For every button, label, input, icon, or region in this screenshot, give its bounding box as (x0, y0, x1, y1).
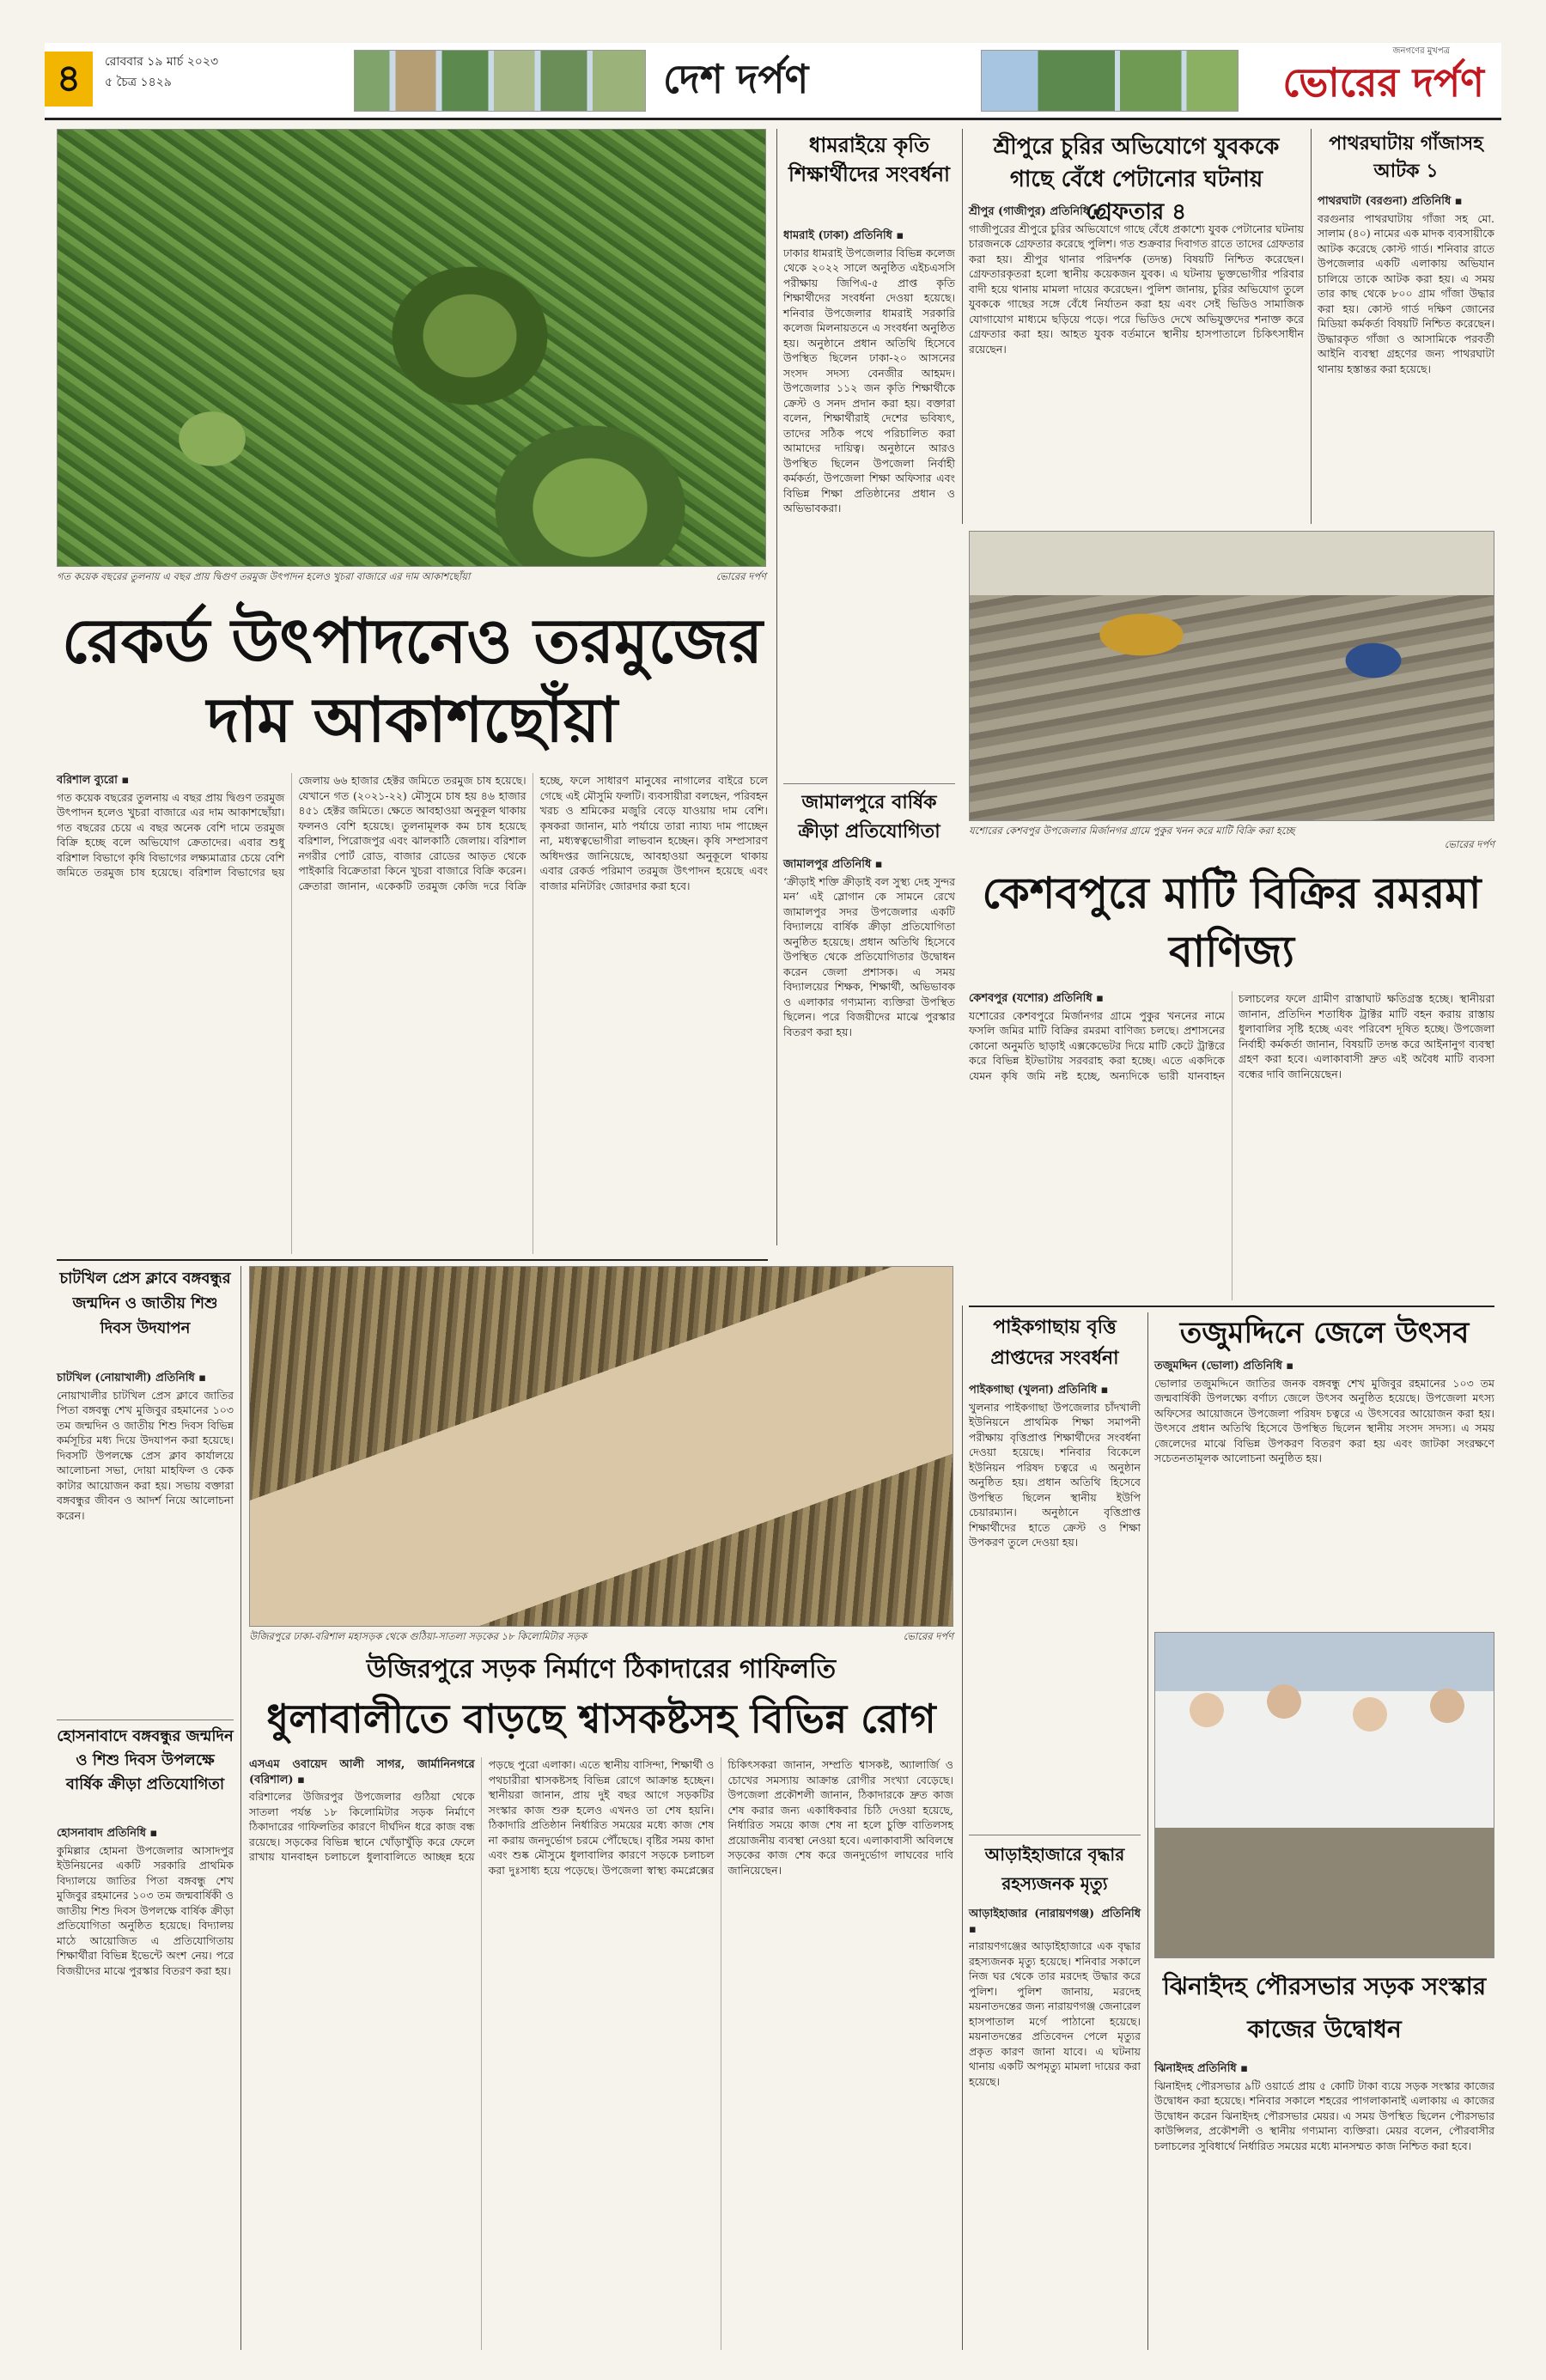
chatkhil-headline: চাটখিল প্রেস ক্লাবে বঙ্গবন্ধুর জন্মদিন ও জাতীয় শিশু দিবস উদযাপন (59, 1269, 231, 1337)
ujirpur-kicker: উজিরপুরে সড়ক নির্মাণে ঠিকাদারের গাফিলতি (366, 1654, 837, 1684)
lead-headline: রেকর্ড উৎপাদনেও তরমুজের দাম আকাশছোঁয়া (62, 605, 763, 756)
chatkhil-story (57, 1371, 234, 1714)
jhenaidah-byline: ঝিনাইদহ প্রতিনিধি ▪ (1154, 2062, 1249, 2075)
lead-byline: বরিশাল ব্যুরো ▪ (57, 774, 130, 787)
ujirpur-photo-caption: উজিরপুরে ঢাকা-বরিশাল মহাসড়ক থেকে গুঠিয়া-সাতলা সড়কের ১৮ কিলোমিটার সড়ক (249, 1630, 587, 1642)
sreepur-headline: শ্রীপুরে চুরির অভিযোগে যুবককে গাছে বেঁধে পেটানোর ঘটনায় গ্রেফতার ৪ (993, 134, 1280, 225)
dhamrai-headline: ধামরাইয়ে কৃতি শিক্ষার্থীদের সংবর্ধনা (788, 133, 950, 186)
keshabpur-story (969, 991, 1494, 1300)
keshabpur-photo-caption: যশোরের কেশবপুর উপজেলার মির্জানগর গ্রামে পুকুর খনন করে মাটি বিক্রি করা হচ্ছে (969, 825, 1295, 837)
tazumuddin-headline: তজুমদ্দিনে জেলে উৎসব (1179, 1316, 1470, 1350)
tazumuddin-story (1154, 1359, 1494, 1625)
sreepur-text: গাজীপুরের শ্রীপুরে চুরির অভিযোগে গাছে বেঁধে প্রকাশ্যে যুবক পেটানোর ঘটনায় চারজনকে গ্রেফতার করেছে পুলিশ। গত শুক্রবার দিবাগত রাতে তাদের গ্রেফতার করা হয়। শ্রীপুর থানার পরিদর্শক (তদন্ত) বিষয়টি নিশ্চিত করেছেন। গ্রেফতারকৃতরা হলো স্থানীয় কয়েকজন যুবক। এ ঘটনায় ভুক্তভোগীর পরিবার বাদী হয়ে থানায় মামলা দায়ের করেছেন। পুলিশ জানায়, চুরির অভিযোগ তুলে যুবককে গাছের সঙ্গে বেঁধে নির্যাতন করা হয় এবং সেই ভিডিও সামাজিক যোগাযোগ মাধ্যমে ছড়িয়ে পড়ে। পরে ভিডিও দেখে অভিযুক্তদের শনাক্ত করে গ্রেফতার করা হয়। আহত যুবক বর্তমানে স্থানীয় হাসপাতালে চিকিৎসাধীন রয়েছেন। (969, 222, 1304, 356)
chatkhil-text: নোয়াখালীর চাটখিল প্রেস ক্লাবে জাতির পিতা বঙ্গবন্ধু শেখ মুজিবুর রহমানের ১০৩ তম জন্মদিন ও জাতীয় শিশু দিবস বিভিন্ন কর্মসূচির মধ্য দিয়ে উদযাপন করা হয়েছে। দিবসটি উপলক্ষে প্রেস ক্লাব কার্যালয়ে আলোচনা সভা, দোয়া মাহফিল ও কেক কাটার আয়োজন করা হয়। সভায় বক্তারা বঙ্গবন্ধুর জীবন ও আদর্শ নিয়ে আলোচনা করেন। (57, 1388, 234, 1522)
jamalpur-story (783, 857, 955, 1248)
hossainpur-text: কুমিল্লার হোমনা উপজেলার আসাদপুর ইউনিয়নের একটি সরকারি প্রাথমিক বিদ্যালয়ে জাতির পিতা বঙ্গবন্ধু শেখ মুজিবুর রহমানের ১০৩ তম জন্মবার্ষিকী ও জাতীয় শিশু দিবস উপলক্ষে বার্ষিক ক্রীড়া প্রতিযোগিতা অনুষ্ঠিত হয়েছে। বিদ্যালয় মাঠে আয়োজিত এ প্রতিযোগিতায় শিক্ষার্থীরা বিভিন্ন ইভেন্টে অংশ নেয়। পরে বিজয়ীদের মাঝে পুরস্কার বিতরণ করা হয়। (57, 1843, 234, 1977)
ujirpur-headline: ধুলাবালীতে বাড়ছে শ্বাসকষ্টসহ বিভিন্ন রোগ (266, 1695, 936, 1742)
hossainpur-byline: হোসনাবাদ প্রতিনিধি ▪ (57, 1827, 158, 1840)
jhenaidah-story (1154, 2061, 1494, 2350)
brand-tagline: জনগণের মুখপত্র (1392, 46, 1450, 56)
ujirpur-text: বরিশালের উজিরপুর উপজেলার গুঠিয়া থেকে সাতলা পর্যন্ত ১৮ কিলোমিটার সড়ক নির্মাণে ঠিকাদারের গাফিলতির কারণে দীর্ঘদিন ধরে কাজ বন্ধ রয়েছে। সড়কের বিভিন্ন স্থানে খোঁড়াখুঁড়ি করে ফেলে রাখায় যানবাহন চলাচলে ধুলাবালিতে আচ্ছন্ন হয়ে পড়ছে পুরো এলাকা। এতে স্থানীয় বাসিন্দা, শিক্ষার্থী ও পথচারীরা শ্বাসকষ্টসহ বিভিন্ন রোগে আক্রান্ত হচ্ছেন। স্থানীয়রা জানান, প্রায় দুই বছর আগে সড়কটির সংস্কার কাজ শুরু হলেও এখনও তা শেষ হয়নি। ঠিকাদারি প্রতিষ্ঠান নির্ধারিত সময়ের মধ্যে কাজ শেষ না করায় জনদুর্ভোগ চরমে পৌঁছেছে। বৃষ্টির সময় কাদা এবং শুষ্ক মৌসুমে ধুলাবালির কারণে সড়কে চলাচল করা দুঃসাধ্য হয়ে পড়েছে। উপজেলা স্বাস্থ্য কমপ্লেক্সের চিকিৎসকরা জানান, সম্প্রতি শ্বাসকষ্ট, অ্যালার্জি ও চোখের সমস্যায় আক্রান্ত রোগীর সংখ্যা বেড়েছে। উপজেলা প্রকৌশলী জানান, ঠিকাদারকে দ্রুত কাজ শেষ করার জন্য একাধিকবার চিঠি দেওয়া হয়েছে, নির্ধারিত সময়ে কাজ শেষ না হলে চুক্তি বাতিলসহ প্রয়োজনীয় ব্যবস্থা নেওয়া হবে। এলাকাবাসী অবিলম্বে সড়কের কাজ শেষ করে জনদুর্ভোগ লাঘবের দাবি জানিয়েছেন। (249, 1758, 953, 1877)
sreepur-byline: শ্রীপুর (গাজীপুর) প্রতিনিধি ▪ (969, 205, 1101, 218)
patharghata-byline: পাথরঘাটা (বরগুনা) প্রতিনিধি ▪ (1318, 195, 1463, 208)
header-photo-strip-left (354, 50, 646, 112)
lead-photo-caption: গত কয়েক বছরের তুলনায় এ বছর প্রায় দ্বিগুণ তরমুজ উৎপাদন হলেও খুচরা বাজারে এর দাম আকাশছোঁয়া (57, 570, 471, 582)
lead-photo-credit: ভোরের দর্পণ (715, 570, 766, 582)
araihazar-story (969, 1907, 1141, 2350)
keshabpur-photo-credit: ভোরের দর্পণ (1444, 838, 1494, 850)
jamalpur-headline: জামালপুরে বার্ষিক ক্রীড়া প্রতিযোগিতা (798, 792, 940, 843)
dhamrai-story (783, 228, 955, 778)
ujirpur-photo-credit: ভোরের দর্পণ (903, 1630, 953, 1642)
ujirpur-byline: এসএম ওবায়েদ আলী সাগর, জার্মানিনগরে (বরিশাল) ▪ (249, 1758, 475, 1787)
paikgachha-text: খুলনার পাইকগাছা উপজেলার চাঁদখালী ইউনিয়নে প্রাথমিক শিক্ষা সমাপনী পরীক্ষায় বৃত্তিপ্রাপ্ত শিক্ষার্থীদের সংবর্ধনা দেওয়া হয়েছে। শনিবার বিকেলে ইউনিয়ন পরিষদ চত্বরে এ অনুষ্ঠান অনুষ্ঠিত হয়। প্রধান অতিথি হিসেবে উপস্থিত ছিলেন স্থানীয় ইউপি চেয়ারম্যান। অনুষ্ঠানে বৃত্তিপ্রাপ্ত শিক্ষার্থীদের হাতে ক্রেস্ট ও শিক্ষা উপকরণ তুলে দেওয়া হয়। (969, 1400, 1141, 1549)
patharghata-story (1318, 194, 1494, 524)
section-title: দেশ দর্পণ (663, 56, 809, 102)
patharghata-text: বরগুনার পাথরঘাটায় গাঁজা সহ মো. সালাম (৪০) নামের এক মাদক ব্যবসায়ীকে আটক করেছে কোস্ট গার্ড। শনিবার রাতে উপজেলার একটি এলাকায় অভিযান চালিয়ে তাকে আটক করা হয়। এ সময় তার কাছ থেকে ৮০০ গ্রাম গাঁজা উদ্ধার করা হয়। কোস্ট গার্ড দক্ষিণ জোনের মিডিয়া কর্মকর্তা বিষয়টি নিশ্চিত করেছেন। উদ্ধারকৃত গাঁজা ও আসামিকে পরবর্তী আইনি ব্যবস্থা গ্রহণের জন্য পাথরঘাটা থানায় হস্তান্তর করা হয়েছে। (1318, 211, 1494, 375)
keshabpur-headline: কেশবপুরে মাটি বিক্রির রমরমা বাণিজ্য (982, 868, 1482, 977)
jhenaidah-headline: ঝিনাইদহ পৌরসভার সড়ক সংস্কার কাজের উদ্বোধন (1162, 1972, 1487, 2043)
paikgachha-story (969, 1383, 1141, 1829)
tazumuddin-text: ভোলার তজুমদ্দিনে জাতির জনক বঙ্গবন্ধু শেখ মুজিবুর রহমানের ১০৩ তম জন্মবার্ষিকী উপলক্ষ্যে বর্ণাঢ্য জেলে উৎসব অনুষ্ঠিত হয়েছে। উপজেলা মৎস্য অফিসের আয়োজনে উপজেলা পরিষদ চত্বরে এ উৎসবের আয়োজন করা হয়। উৎসবে প্রধান অতিথি হিসেবে উপস্থিত ছিলেন স্থানীয় সংসদ সদস্য। এ সময় জেলেদের মাঝে বিভিন্ন উপকরণ বিতরণ করা হয় এবং জাটকা সংরক্ষণে সচেতনতামূলক আলোচনা অনুষ্ঠিত হয়। (1154, 1376, 1494, 1464)
paikgachha-byline: পাইকগাছা (খুলনা) প্রতিনিধি ▪ (969, 1384, 1109, 1397)
lead-story-body (57, 773, 768, 1254)
header-photo-strip-right (981, 50, 1239, 112)
chatkhil-byline: চাটখিল (নোয়াখালী) প্রতিনিধি ▪ (57, 1372, 207, 1385)
patharghata-headline: পাথরঘাটায় গাঁজাসহ আটক ১ (1329, 133, 1483, 182)
hossainpur-story (57, 1826, 234, 2350)
date-gregorian: রোববার ১৯ মার্চ ২০২৩ (105, 55, 219, 69)
dusty-road-photo (249, 1266, 953, 1627)
dhamrai-byline: ধামরাই (ঢাকা) প্রতিনিধি ▪ (783, 229, 904, 242)
araihazar-headline: আড়াইহাজারে বৃদ্ধার রহস্যজনক মৃত্যু (984, 1844, 1125, 1894)
ujirpur-story (249, 1757, 953, 2350)
page-masthead (45, 43, 1501, 120)
hossainpur-headline: হোসনাবাদে বঙ্গবন্ধুর জন্মদিন ও শিশু দিবস উপলক্ষে বার্ষিক ক্রীড়া প্রতিযোগিতা (57, 1727, 234, 1793)
brand-logo: ভোরের দর্পণ (1282, 59, 1484, 106)
paikgachha-headline: পাইকগাছায় বৃত্তি প্রাপ্তদের সংবর্ধনা (990, 1317, 1119, 1369)
jamalpur-text: ‘ক্রীড়াই শক্তি ক্রীড়াই বল সুস্থ্য দেহ সুন্দর মন’ এই স্লোগান কে সামনে রেখে জামালপুর সদর উপজেলার একটি বিদ্যালয়ে বার্ষিক ক্রীড়া প্রতিযোগিতা অনুষ্ঠিত হয়েছে। প্রধান অতিথি হিসেবে উপস্থিত থেকে প্রতিযোগিতার উদ্বোধন করেন জেলা প্রশাসক। এ সময় বিদ্যালয়ের শিক্ষক, শিক্ষার্থী, অভিভাবক ও এলাকার গণ্যমান্য ব্যক্তিরা উপস্থিত ছিলেন। পরে বিজয়ীদের মাঝে পুরস্কার বিতরণ করা হয়। (783, 874, 955, 1038)
watermelon-field-photo (57, 129, 766, 567)
tazumuddin-byline: তজুমদ্দিন (ভোলা) প্রতিনিধি ▪ (1154, 1360, 1294, 1373)
road-inauguration-photo (1154, 1632, 1494, 1958)
lead-text: গত কয়েক বছরের তুলনায় এ বছর প্রায় দ্বিগুণ তরমুজ উৎপাদন হলেও খুচরা বাজারে এর দাম আকাশছোঁয়া। গত বছরের চেয়ে এ বছর অনেক বেশি দামে তরমুজ বিক্রি হচ্ছে বলে অভিযোগ ক্রেতাদের। এবার শুধু বরিশাল বিভাগে কৃষি বিভাগের লক্ষ্যমাত্রার চেয়ে বেশি জমিতে তরমুজ চাষ হয়েছে। বরিশাল বিভাগের ছয় জেলায় ৬৬ হাজার হেক্টর জমিতে তরমুজ চাষ হয়েছে। যেখানে গত (২০২১-২২) মৌসুমে চাষ হয় ৪৬ হাজার ৪৫১ হেক্টর জমিতে। ক্ষেতে আবহাওয়া অনুকূল থাকায় ফলনও বেশি হয়েছে। তুলনামূলক কম চাষ হয়েছে বরিশাল, পিরোজপুর এবং ঝালকাঠি জেলায়। বরিশাল নগরীর পোর্ট রোড, বাজার রোডের আড়ত থেকে পাইকারি বিক্রেতারা কিনে খুচরা বাজারে বিক্রি করেন। ক্রেতারা জানান, একেকটি তরমুজ কেজি দরে বিক্রি হচ্ছে, ফলে সাধারণ মানুষের নাগালের বাইরে চলে গেছে এই মৌসুমি ফলটি। ব্যবসায়ীরা বলছেন, পরিবহন খরচ ও শ্রমিকের মজুরি বেড়ে যাওয়ায় দাম বেশি। কৃষকরা জানান, মাঠ পর্যায়ে তারা ন্যায্য দাম পাচ্ছেন না, মধ্যস্বত্বভোগীরা লাভবান হচ্ছেন। কৃষি সম্প্রসারণ অধিদপ্তর জানিয়েছে, আবহাওয়া অনুকূলে থাকায় এবার রেকর্ড পরিমাণ তরমুজ উৎপাদন হয়েছে এবং বাজার মনিটরিং জোরদার করা হবে। (57, 774, 768, 892)
araihazar-byline: আড়াইহাজার (নারায়ণগঞ্জ) প্রতিনিধি ▪ (969, 1908, 1141, 1936)
araihazar-text: নারায়ণগঞ্জের আড়াইহাজারে এক বৃদ্ধার রহস্যজনক মৃত্যু হয়েছে। শনিবার সকালে নিজ ঘর থেকে তার মরদেহ উদ্ধার করে পুলিশ। পুলিশ জানায়, মরদেহ ময়নাতদন্তের জন্য নারায়ণগঞ্জ জেনারেল হাসপাতাল মর্গে পাঠানো হয়েছে। ময়নাতদন্তের প্রতিবেদন পেলে মৃত্যুর প্রকৃত কারণ জানা যাবে। এ ঘটনায় থানায় একটি অপমৃত্যু মামলা দায়ের করা হয়েছে। (969, 1939, 1141, 2088)
keshabpur-byline: কেশবপুর (যশোর) প্রতিনিধি ▪ (969, 992, 1104, 1005)
dhamrai-text: ঢাকার ধামরাই উপজেলার বিভিন্ন কলেজ থেকে ২০২২ সালে অনুষ্ঠিত এইচএসসি পরীক্ষায় জিপিএ-৫ প্রাপ্ত কৃতি শিক্ষার্থীদের সংবর্ধনা দেওয়া হয়েছে। শনিবার উপজেলার ধামরাই সরকারি কলেজ মিলনায়তনে এ সংবর্ধনা অনুষ্ঠিত হয়। অনুষ্ঠানে প্রধান অতিথি হিসেবে উপস্থিত ছিলেন ঢাকা-২০ আসনের সংসদ সদস্য বেনজীর আহমদ। উপজেলার ১১২ জন কৃতি শিক্ষার্থীকে ক্রেস্ট ও সনদ প্রদান করা হয়। বক্তারা বলেন, শিক্ষার্থীরাই দেশের ভবিষ্যৎ, তাদের সঠিক পথে পরিচালিত করা আমাদের দায়িত্ব। অনুষ্ঠানে আরও উপস্থিত ছিলেন উপজেলা নির্বাহী কর্মকর্তা, উপজেলা শিক্ষা অফিসার এবং বিভিন্ন শিক্ষা প্রতিষ্ঠানের প্রধান ও অভিভাবকরা। (783, 246, 955, 514)
keshabpur-text: যশোরের কেশবপুরে মির্জানগর গ্রামে পুকুর খননের নামে ফসলি জমির মাটি বিক্রির রমরমা বাণিজ্য চলছে। প্রশাসনের কোনো অনুমতি ছাড়াই এক্সকেভেটর দিয়ে মাটি কেটে ট্রাক্টরে করে বিভিন্ন ইটভাটায় সরবরাহ করা হচ্ছে। এতে একদিকে যেমন কৃষি জমি নষ্ট হচ্ছে, অন্যদিকে ভারী যানবাহন চলাচলের ফলে গ্রামীণ রাস্তাঘাট ক্ষতিগ্রস্ত হচ্ছে। স্থানীয়রা জানান, প্রতিদিন শতাধিক ট্রাক্টর মাটি বহন করায় রাস্তায় ধুলাবালির সৃষ্টি হচ্ছে এবং পরিবেশ দূষিত হচ্ছে। উপজেলা নির্বাহী কর্মকর্তা জানান, বিষয়টি তদন্ত করে আইনানুগ ব্যবস্থা গ্রহণ করা হবে। এলাকাবাসী দ্রুত এই অবৈধ মাটি ব্যবসা বন্ধের দাবি জানিয়েছেন। (969, 992, 1494, 1082)
page-number: ৪ (45, 52, 93, 107)
jhenaidah-text: ঝিনাইদহ পৌরসভার ৯টি ওয়ার্ডে প্রায় ৫ কোটি টাকা ব্যয়ে সড়ক সংস্কার কাজের উদ্বোধন করা হয়েছে। শনিবার সকালে শহরের পাগলাকানাই এলাকায় এ কাজের উদ্বোধন করেন ঝিনাইদহ পৌরসভার মেয়র। এ সময় উপস্থিত ছিলেন পৌরসভার কাউন্সিলর, প্রকৌশলী ও স্থানীয় গণ্যমান্য ব্যক্তিরা। মেয়র বলেন, পৌরবাসীর চলাচলের সুবিধার্থে নির্ধারিত সময়ের মধ্যে মানসম্মত কাজ নিশ্চিত করা হবে। (1154, 2079, 1494, 2152)
date-bengali: ৫ চৈত্র ১৪২৯ (105, 76, 172, 89)
excavator-soil-photo (969, 531, 1494, 821)
jamalpur-byline: জামালপুর প্রতিনিধি ▪ (783, 858, 883, 871)
sreepur-story (969, 204, 1304, 524)
